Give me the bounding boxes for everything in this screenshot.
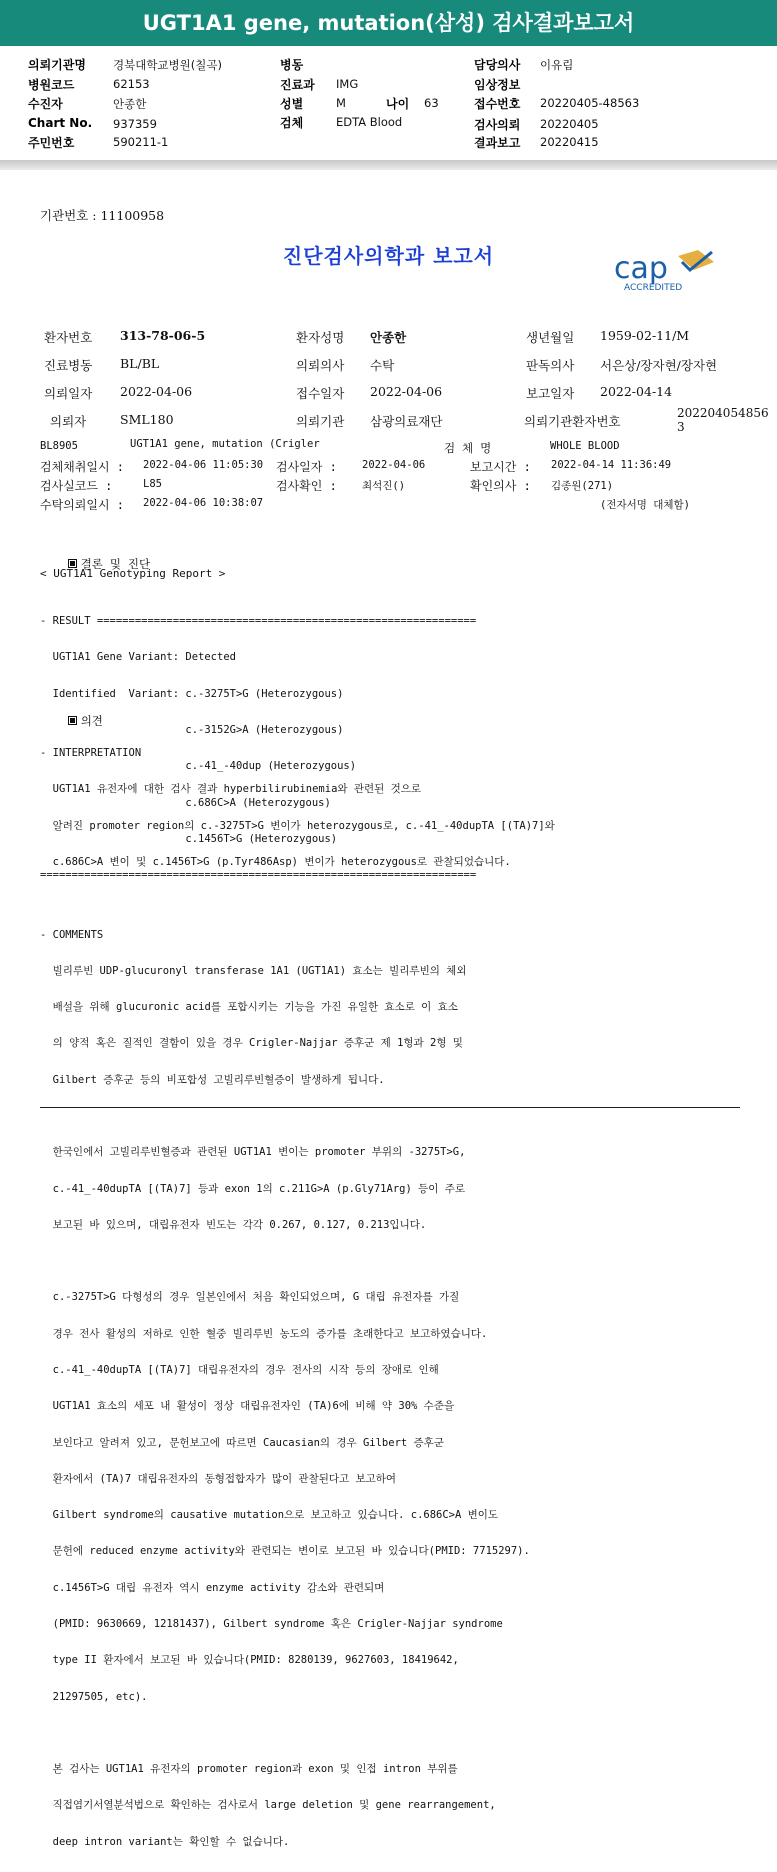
inst-patient-no-value-1: 202204054856: [677, 406, 769, 420]
sex-value: M: [336, 96, 346, 110]
opinion-line: 보인다고 알려져 있고, 문헌보고에 따르면 Caucasian의 경우 Gilbert 증후군: [40, 1436, 444, 1449]
specimen-label: 검체: [280, 116, 304, 130]
opinion-line: 환자에서 (TA)7 대립유전자의 동형접합자가 많이 관찰된다고 보고하여: [40, 1472, 397, 1485]
header-info: [0, 48, 777, 156]
result-line: c.-3152G>A (Heterozygous): [40, 724, 344, 737]
req-doctor-value: 수탁: [370, 358, 395, 373]
dept-label: 진료과: [280, 78, 315, 92]
opinion-line: [40, 892, 555, 904]
genotyping-title: < UGT1A1 Genotyping Report >: [40, 567, 226, 580]
test-specimen-value: WHOLE BLOOD: [550, 440, 620, 452]
opinion-line: c.-3275T>G 다형성의 경우 일본인에서 처음 확인되었으며, G 대립 유전자를 가질: [40, 1291, 460, 1304]
opinion-line: 직접염기서열분석법으로 확인하는 검사로서 large deletion 및 gene rearrangement,: [40, 1799, 496, 1812]
result-line: c.686C>A (Heterozygous): [40, 796, 331, 809]
dob-label: 생년월일: [526, 330, 575, 345]
opinion-line: 의 양적 혹은 질적인 결함이 있을 경우 Crigler-Najjar 증후군 제 1형과 2형 및: [40, 1037, 463, 1050]
hospital-code-label: 병원코드: [28, 78, 75, 92]
report-banner-title: UGT1A1 gene, mutation(삼성) 검사결과보고서: [0, 0, 777, 46]
patient-value: 안종한: [113, 97, 147, 111]
rep-date-label: 보고일자: [526, 386, 575, 401]
opinion-line: UGT1A1 효소의 세포 내 활성이 정상 대립유전자인 (TA)6에 비해 약 30% 수준을: [40, 1400, 455, 1413]
verify-value: 김종원(271): [551, 480, 614, 492]
sex-label: 성별: [280, 97, 304, 111]
ward-value-2: BL/BL: [120, 356, 160, 371]
request-date-label: 검사의뢰: [474, 118, 521, 132]
test-date-value: 2022-04-06: [362, 459, 426, 471]
opinion-line: - INTERPRETATION: [40, 747, 142, 760]
lab-report-document: [0, 170, 777, 1848]
req-inst-value: 삼광의료재단: [370, 414, 443, 429]
outsource-label: 수탁의뢰일시 :: [40, 498, 125, 512]
age-label: 나이: [386, 97, 410, 111]
doctor-value: 이유림: [540, 58, 574, 72]
request-date-value: 20220405: [540, 117, 599, 131]
patient-label: 수진자: [28, 97, 63, 111]
report-date-label: 결과보고: [474, 136, 521, 150]
test-specimen-label: 검 체 명: [444, 441, 492, 455]
result-line: UGT1A1 Gene Variant: Detected: [40, 651, 236, 664]
reg-no-label: 환자번호: [44, 330, 93, 345]
resident-no-label: 주민번호: [28, 136, 75, 150]
confirm-value: 최석진(): [362, 480, 406, 492]
opinion-line: UGT1A1 유전자에 대한 검사 결과 hyperbilirubinemia와 관련된 것으로: [40, 783, 422, 796]
rep-date-value: 2022-04-14: [600, 384, 673, 399]
hospital-code-value: 62153: [113, 77, 150, 91]
result-line: c.1456T>G (Heterozygous): [40, 832, 338, 845]
opinion-line: [40, 1727, 555, 1739]
opinion-line: 빌리루빈 UDP-glucuronyl transferase 1A1 (UGT1A1) 효소는 빌리루빈의 체외: [40, 964, 467, 977]
requester-value-2: SML180: [120, 412, 174, 427]
requester-label-2: 의뢰자: [50, 414, 87, 429]
opinion-line: type II 환자에서 보고된 바 있습니다(PMID: 8280139, 9627603, 18419642,: [40, 1654, 459, 1667]
opinion-line: 경우 전사 활성의 저하로 인한 혈중 빌리루빈 농도의 증가를 초래한다고 보고하였습니다.: [40, 1327, 488, 1340]
opinion-line: 보고된 바 있으며, 대립유전자 빈도는 각각 0.267, 0.127, 0.213입니다.: [40, 1218, 427, 1231]
report-time-label: 보고시간 :: [470, 460, 531, 474]
esign-note: (전자서명 대체함): [600, 499, 690, 511]
specimen-value: EDTA Blood: [336, 115, 403, 129]
chart-no-value: 937359: [113, 117, 157, 131]
opinion-line: Gilbert 증후군 등의 비포합성 고빌리루빈혈증이 발생하게 됩니다.: [40, 1073, 385, 1086]
receipt-no-label: 접수번호: [474, 97, 521, 111]
ward-label: 병동: [280, 58, 304, 72]
doctor-label: 담당의사: [474, 58, 521, 72]
cap-logo-icon: [612, 248, 722, 294]
requester-value: 경북대학교병원(칠곡): [113, 58, 222, 72]
name-label: 환자성명: [296, 330, 345, 345]
opinion-line: - COMMENTS: [40, 928, 104, 941]
cap-logo-subtext: ACCREDITED: [624, 283, 683, 293]
opinion-line: c.686C>A 변이 및 c.1456T>G (p.Tyr486Asp) 변이가 heterozygous로 관찰되었습니다.: [40, 856, 511, 869]
req-doctor-label: 의뢰의사: [296, 358, 345, 373]
result-line: Identified Variant: c.-3275T>G (Heterozygous): [40, 687, 344, 700]
dept-value: IMG: [336, 77, 359, 91]
age-value: 63: [424, 96, 439, 110]
room-code-value: L85: [143, 478, 162, 490]
confirm-label: 검사확인 :: [276, 479, 337, 493]
reg-no-value: 313-78-06-5: [120, 328, 206, 343]
opinion-line: 배설을 위해 glucuronic acid를 포합시키는 기능을 가진 유일한 효소로 이 효소: [40, 1001, 458, 1014]
dob-value: 1959-02-11/M: [600, 328, 690, 343]
opinion-line: 본 검사는 UGT1A1 유전자의 promoter region과 exon 및 인접 intron 부위를: [40, 1763, 458, 1776]
opinion-block: [40, 723, 555, 1872]
reader-value: 서은상/장자현/장자현: [600, 358, 718, 373]
room-code-label: 검사실코드 :: [40, 479, 113, 493]
chart-no-label: Chart No.: [28, 116, 93, 130]
outsource-value: 2022-04-06 10:38:07: [143, 497, 264, 509]
reader-label: 판독의사: [526, 358, 575, 373]
recv-date-label: 접수일자: [296, 386, 345, 401]
conclusion-title: 결론 및 진단: [80, 557, 151, 571]
opinion-line: c.-41_-40dupTA [(TA)7] 대립유전자의 경우 전사의 시작 등의 장애로 인해: [40, 1363, 439, 1376]
verify-label: 확인의사 :: [470, 479, 531, 493]
cap-logo-text: cap: [614, 251, 668, 286]
opinion-line: 21297505, etc).: [40, 1690, 148, 1703]
req-inst-label: 의뢰기관: [296, 414, 345, 429]
opinion-line: [40, 1110, 555, 1122]
report-title: 진단검사의학과 보고서: [282, 244, 495, 268]
opinion-line: c.1456T>G 대립 유전자 역시 enzyme activity 감소와 관련되며: [40, 1581, 385, 1594]
bottom-rule: [40, 1107, 740, 1108]
opinion-line: 알려진 promoter region의 c.-3275T>G 변이가 heterozygous로, c.-41_-40dupTA [(TA)7]와: [40, 819, 555, 832]
opinion-line: 문헌에 reduced enzyme activity와 관련되는 변이로 보고된 바 있습니다(PMID: 7715297).: [40, 1545, 530, 1558]
test-date-label: 검사일자 :: [276, 460, 337, 474]
clinical-info-label: 임상정보: [474, 78, 521, 92]
receipt-no-value: 20220405-48563: [540, 96, 640, 110]
collect-value: 2022-04-06 11:05:30: [143, 459, 264, 471]
req-date-value: 2022-04-06: [120, 384, 193, 399]
test-code: BL8905: [40, 440, 78, 452]
opinion-line: deep intron variant는 확인할 수 없습니다.: [40, 1835, 290, 1848]
ward-label-2: 진료병동: [44, 358, 93, 373]
report-date-value: 20220415: [540, 135, 599, 149]
opinion-line: c.-41_-40dupTA [(TA)7] 등과 exon 1의 c.211G>A (p.Gly71Arg) 등이 주로: [40, 1182, 466, 1195]
opinion-line: (PMID: 9630669, 12181437), Gilbert syndrome 혹은 Crigler-Najjar syndrome: [40, 1617, 503, 1630]
recv-date-value: 2022-04-06: [370, 384, 443, 399]
req-date-label: 의뢰일자: [44, 386, 93, 401]
opinion-line: Gilbert syndrome의 causative mutation으로 보고하고 있습니다. c.686C>A 변이도: [40, 1509, 499, 1522]
result-line: =====================================================================: [40, 869, 477, 882]
requester-label: 의뢰기관명: [28, 58, 86, 72]
cap-accredited-logo: [612, 248, 722, 294]
institution-number: 기관번호 : 11100958: [40, 208, 165, 223]
result-line: - RESULT ============================================================: [40, 615, 477, 628]
opinion-line: 한국인에서 고빌리루빈혈증과 관련된 UGT1A1 변이는 promoter 부위의 -3275T>G,: [40, 1146, 466, 1159]
resident-no-value: 590211-1: [113, 135, 169, 149]
report-time-value: 2022-04-14 11:36:49: [551, 459, 672, 471]
result-line: c.-41_-40dup (Heterozygous): [40, 760, 357, 773]
header-separator: [0, 160, 777, 170]
collect-label: 검체채취일시 :: [40, 460, 125, 474]
inst-patient-no-value-2: 3: [677, 420, 685, 434]
inst-patient-no-label: 의뢰기관환자번호: [524, 414, 621, 429]
opinion-title: 의견: [80, 714, 103, 728]
test-name: UGT1A1 gene, mutation (Crigler: [130, 438, 320, 450]
name-value: 안종한: [370, 330, 407, 345]
opinion-line: [40, 1255, 555, 1267]
